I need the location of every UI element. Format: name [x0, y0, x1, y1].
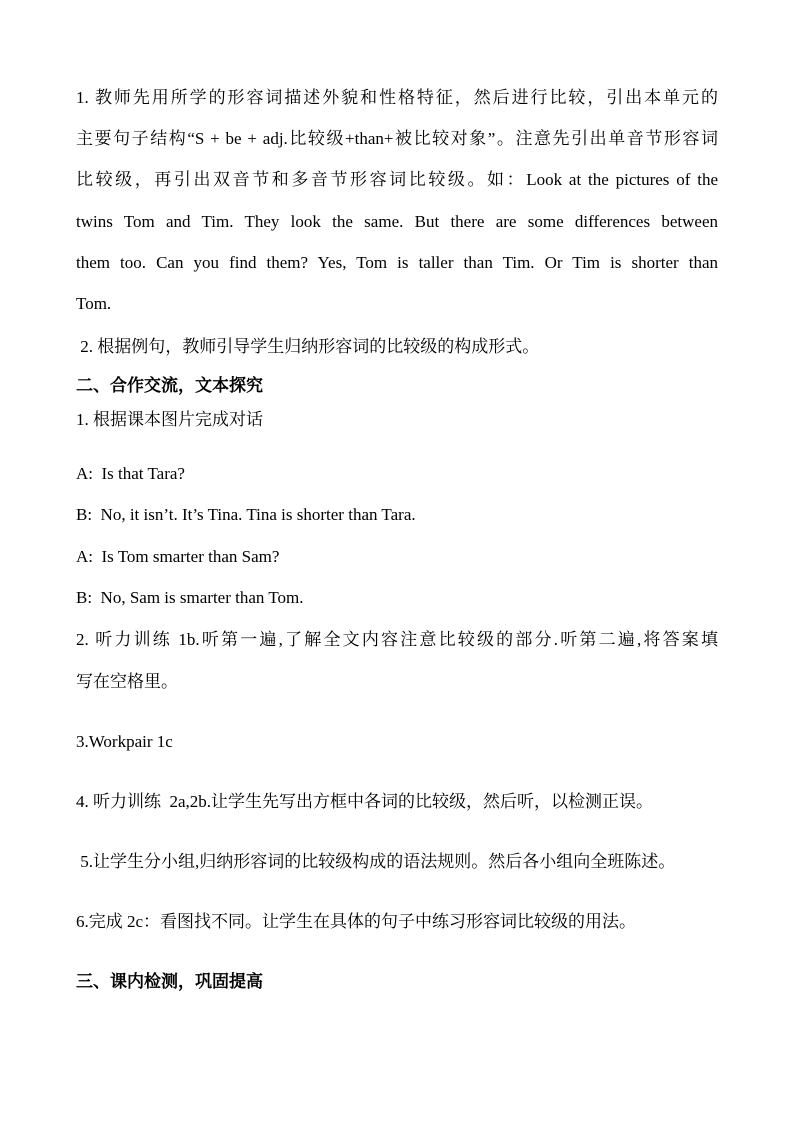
paragraph-1-line-2: 主要句子结构“S + be + adj.比较级+than+被比较对象”。注意先引出单音节形容词	[76, 129, 718, 148]
dialogue-line-1: A: Is that Tara?	[76, 464, 185, 483]
dialogue-line-3: A: Is Tom smarter than Sam?	[76, 547, 280, 566]
list-item-4: 4. 听力训练 2a,2b.让学生先写出方框中各词的比较级，然后听，以检测正误。	[76, 792, 654, 811]
dialogue-line-2: B: No, it isn’t. It’s Tina. Tina is shorter than Tara.	[76, 505, 416, 524]
paragraph-1-line-1: 1. 教师先用所学的形容词描述外貌和性格特征，然后进行比较，引出本单元的	[76, 88, 718, 107]
list-item-2-line-2: 写在空格里。	[76, 672, 178, 691]
list-item-3: 3.Workpair 1c	[76, 732, 173, 751]
list-item-2-line-1: 2. 听力训练 1b.听第一遍,了解全文内容注意比较级的部分.听第二遍,将答案填	[76, 630, 718, 649]
list-item-1: 1. 根据课本图片完成对话	[76, 410, 263, 429]
dialogue-line-4: B: No, Sam is smarter than Tom.	[76, 588, 304, 607]
list-item-5: 5.让学生分小组,归纳形容词的比较级构成的语法规则。然后各小组向全班陈述。	[76, 852, 676, 871]
section-heading-2: 二、合作交流，文本探究	[76, 376, 263, 395]
paragraph-1-line-4: twins Tom and Tim. They look the same. But there are some differences between	[76, 212, 718, 231]
list-item-6: 6.完成 2c：看图找不同。让学生在具体的句子中练习形容词比较级的用法。	[76, 912, 637, 931]
paragraph-1-line-5: them too. Can you find them? Yes, Tom is taller than Tim. Or Tim is shorter than	[76, 253, 718, 272]
section-heading-3: 三、课内检测，巩固提高	[76, 972, 263, 991]
paragraph-2: 2. 根据例句，教师引导学生归纳形容词的比较级的构成形式。	[76, 337, 540, 356]
paragraph-1-line-6: Tom.	[76, 294, 112, 313]
paragraph-1-line-3: 比较级，再引出双音节和多音节形容词比较级。如：Look at the pictures of the	[76, 170, 718, 189]
